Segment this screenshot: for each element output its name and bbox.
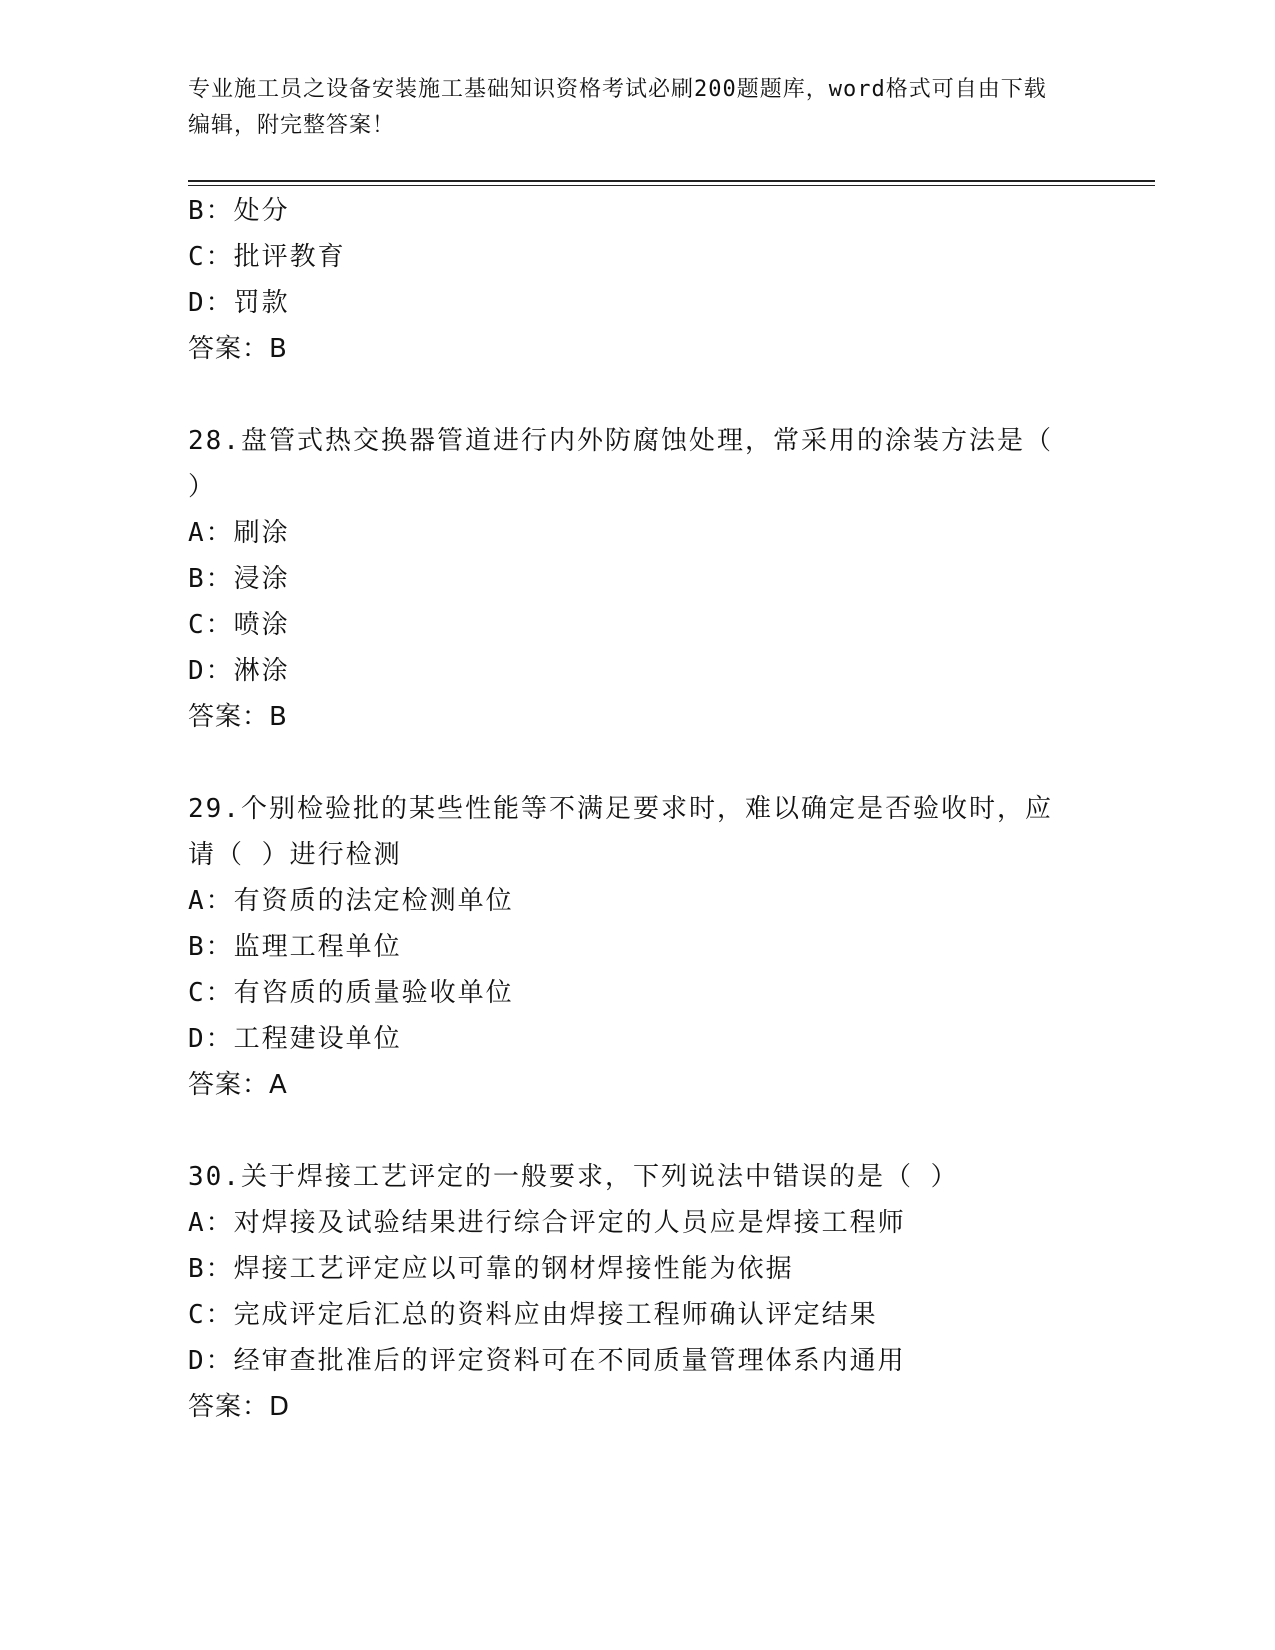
option-a: A：有资质的法定检测单位 (188, 886, 514, 916)
question-content (188, 188, 1088, 1430)
answer: 答案：D (188, 1392, 291, 1422)
option-c: C：批评教育 (188, 242, 346, 272)
option-c: C：有咨质的质量验收单位 (188, 978, 514, 1008)
header-divider-thick (188, 180, 1155, 182)
option-b: B：浸涂 (188, 564, 290, 594)
option-c: C：完成评定后汇总的资料应由焊接工程师确认评定结果 (188, 1300, 878, 1330)
document-header (188, 72, 1068, 144)
option-d: D：工程建设单位 (188, 1024, 402, 1054)
option-b: B：监理工程单位 (188, 932, 402, 962)
option-d: D：淋涂 (188, 656, 290, 686)
question-text: 29.个别检验批的某些性能等不满足要求时，难以确定是否验收时，应请（ ）进行检测 (188, 794, 1053, 870)
header-divider-thin (188, 185, 1155, 186)
continued-question (188, 188, 1088, 372)
question-text: 28.盘管式热交换器管道进行内外防腐蚀处理，常采用的涂装方法是（ ） (188, 426, 1053, 502)
question-29 (188, 786, 1088, 1108)
answer: 答案：A (188, 1070, 288, 1100)
option-c: C：喷涂 (188, 610, 290, 640)
option-a: A：刷涂 (188, 518, 290, 548)
question-28 (188, 418, 1088, 740)
option-d: D：经审查批准后的评定资料可在不同质量管理体系内通用 (188, 1346, 906, 1376)
option-d: D：罚款 (188, 288, 290, 318)
question-30 (188, 1154, 1088, 1430)
option-a: A：对焊接及试验结果进行综合评定的人员应是焊接工程师 (188, 1208, 906, 1238)
answer: 答案：B (188, 702, 288, 732)
answer: 答案：B (188, 334, 288, 364)
question-text: 30.关于焊接工艺评定的一般要求，下列说法中错误的是（ ） (188, 1162, 959, 1192)
option-b: B：处分 (188, 196, 290, 226)
document-title: 专业施工员之设备安装施工基础知识资格考试必刷200题题库，word格式可自由下载编辑，附完整答案！ (188, 77, 1047, 138)
option-b: B：焊接工艺评定应以可靠的钢材焊接性能为依据 (188, 1254, 794, 1284)
